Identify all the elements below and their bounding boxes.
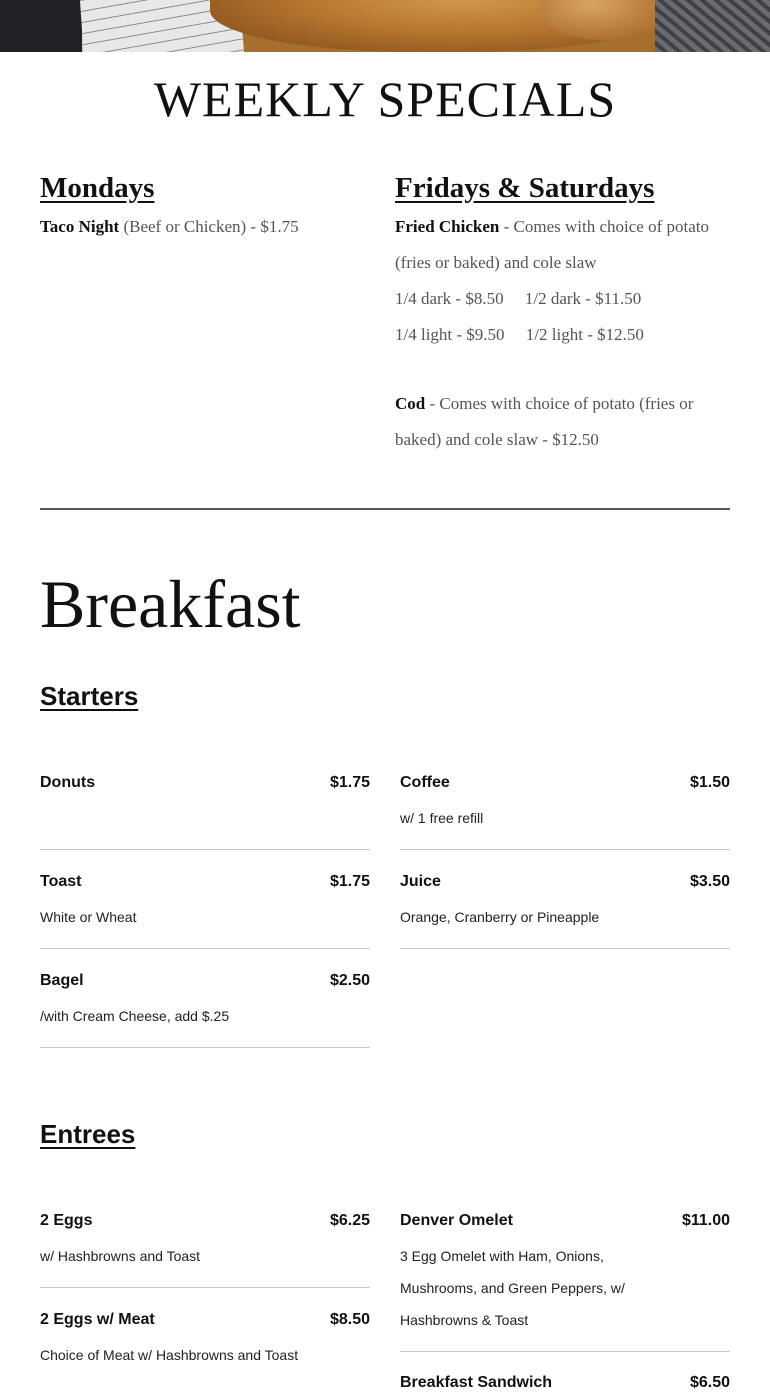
menu-item-coffee	[400, 774, 730, 850]
item-price: $1.50	[689, 774, 730, 791]
taco-night-name: Taco Night	[40, 217, 120, 236]
item-description: Choice of Meat w/ Hashbrowns and Toast	[40, 1347, 299, 1363]
hero-image	[0, 0, 770, 52]
item-name: Bagel	[40, 972, 84, 989]
menu-item-2-eggs	[40, 1212, 370, 1288]
menu-item-breakfast-sandwich	[400, 1374, 730, 1391]
item-description: w/ 1 free refill	[400, 810, 484, 826]
fried-chicken-desc-1: - Comes with choice of potato	[499, 217, 709, 236]
item-divider	[40, 1047, 370, 1048]
item-name: Juice	[400, 873, 441, 890]
item-description: 3 Egg Omelet with Ham, Onions, Mushrooms, and Green Peppers, w/ Hashbrowns & Toast	[400, 1248, 625, 1328]
item-name: Breakfast Sandwich	[400, 1374, 553, 1391]
cod-desc-1: - Comes with choice of potato (fries or	[425, 394, 694, 413]
fried-chicken-line-1	[395, 209, 735, 245]
menu-item-juice	[400, 873, 730, 949]
fried-chicken-special	[395, 209, 735, 353]
item-description: Orange, Cranberry or Pineapple	[400, 909, 600, 925]
item-description: /with Cream Cheese, add $.25	[40, 1008, 230, 1024]
starters-heading: Starters	[40, 681, 139, 711]
item-price: $3.50	[689, 873, 730, 890]
item-price: $1.75	[329, 873, 370, 890]
item-price: $6.50	[689, 1374, 730, 1391]
section-divider	[40, 508, 730, 510]
cloth-graphic	[655, 0, 770, 52]
item-divider	[40, 948, 370, 949]
item-price: $11.00	[681, 1212, 730, 1229]
item-name: 2 Eggs	[40, 1212, 93, 1229]
taco-night-detail: (Beef or Chicken) - $1.75	[119, 217, 299, 236]
cod-special	[395, 386, 735, 458]
item-name: Denver Omelet	[400, 1212, 513, 1229]
mondays-special	[40, 209, 299, 245]
item-price: $2.50	[329, 972, 370, 989]
fried-chicken-name: Fried Chicken	[395, 217, 500, 236]
item-divider	[40, 849, 370, 850]
weekly-specials-title: WEEKLY SPECIALS	[153, 71, 617, 127]
light-prices: 1/4 light - $9.50 1/2 light - $12.50	[395, 325, 644, 344]
item-description: w/ Hashbrowns and Toast	[40, 1248, 201, 1264]
item-price: $6.25	[329, 1212, 370, 1229]
menu-item-2-eggs-meat	[40, 1311, 370, 1387]
menu-item-toast	[40, 873, 370, 949]
item-divider	[400, 849, 730, 850]
fridays-saturdays-heading: Fridays & Saturdays	[395, 172, 655, 204]
item-price: $8.50	[329, 1311, 370, 1328]
item-divider	[40, 1287, 370, 1288]
breakfast-title: Breakfast	[40, 566, 301, 642]
item-divider	[400, 948, 730, 949]
menu-item-denver-omelet	[400, 1212, 730, 1352]
item-name: 2 Eggs w/ Meat	[40, 1311, 155, 1328]
menu-item-bagel	[40, 972, 370, 1048]
cod-name: Cod	[395, 394, 426, 413]
dark-prices: 1/4 dark - $8.50 1/2 dark - $11.50	[395, 289, 642, 308]
item-divider	[400, 1351, 730, 1352]
item-name: Toast	[40, 873, 82, 890]
item-name: Donuts	[40, 774, 96, 791]
menu-item-donuts	[40, 774, 370, 850]
item-price: $1.75	[329, 774, 370, 791]
item-description: White or Wheat	[40, 909, 137, 925]
fried-chicken-desc-2: (fries or baked) and cole slaw	[395, 253, 597, 272]
cod-desc-2: baked) and cole slaw - $12.50	[395, 430, 599, 449]
cod-line-1	[395, 386, 735, 422]
mondays-heading: Mondays	[40, 172, 155, 204]
entrees-heading: Entrees	[40, 1119, 136, 1149]
item-name: Coffee	[400, 774, 450, 791]
